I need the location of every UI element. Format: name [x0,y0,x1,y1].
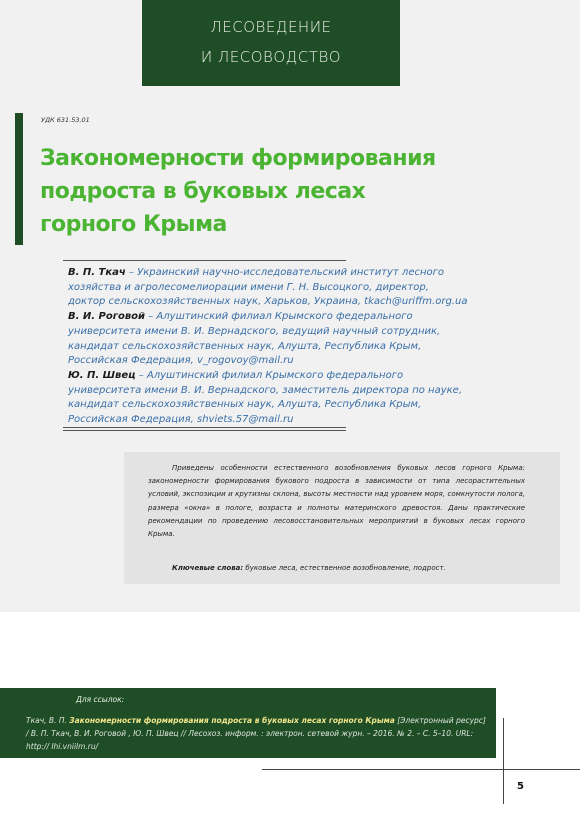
citation-suffix: [Электронный ресурс] / В. П. Ткач, В. И. Роговой , Ю. П. Швец // Лесохоз. информ. : электрон. сетевой журн. – 2016. № 2. – С. 5–10. URL: http:// lhi.vniilm.ru/ [26,716,486,751]
author-name: В. П. Ткач [68,267,126,278]
citation-title: Закономерности формирования подроста в буковых лесах горного Крыма [69,716,395,725]
citation-box [0,688,496,758]
author-entry [68,369,468,428]
page-number: 5 [517,781,524,792]
title-accent-bar [15,113,23,245]
keywords-value: буковые леса, естественное возобновление, подрост. [243,564,446,572]
abstract-text: Приведены особенности естественного возобновления буковых лесов горного Крыма: закономерности формирования букового подроста в зависимости от типа лесорастительных условий, экспозиции и крутизны склона, высоты местности над уровнем моря, сомкнутости полога, размера «окна» в пологе, возраста и полноты материнского древостоя. Даны практические рекомендации по проведению лесовосстановительных мероприятий в буковых лесах горного Крыма. [148,464,525,539]
citation-label: Для ссылок: [76,695,125,704]
authors-bottom-rule-double [63,430,346,431]
author-name: Ю. П. Швец [68,369,136,381]
citation-text [26,715,486,753]
section-header-line-2: И ЛЕСОВОДСТВО [200,48,342,66]
author-entry [68,310,468,369]
article-title-line-2: подроста в буковых лесах [40,179,366,204]
citation-prefix: Ткач, В. П. [26,716,70,725]
keywords-line [172,562,532,574]
article-title-line-3: горного Крыма [40,212,227,237]
keywords-label: Ключевые слова: [172,564,244,572]
udk-code: УДК 631.53.01 [41,116,90,124]
authors-block [68,266,468,428]
author-affiliation: – Украинский научно-исследовательский институт лесного хозяйства и агролесомелиорации имени Г. Н. Высоцкого, директор, доктор сельскохозяйственных наук, Харьков, Украина, tkach@uriffm.org.ua [68,267,468,308]
author-name: В. И. Роговой [68,311,146,323]
section-header [142,0,400,86]
author-entry [68,266,468,310]
abstract-box [124,452,560,584]
section-header-line-1: ЛЕСОВЕДЕНИЕ [210,18,332,36]
author-affiliation: – Алуштинский филиал Крымского федерального университета имени В. И. Вернадского, заместитель директора по науке, кандидат сельскохозяйственных наук, Алушта, Республика Крым, Российская Федерация, shviets.57@mail.ru [68,369,462,426]
authors-bottom-rule [63,427,346,428]
authors-top-rule [63,260,346,261]
article-title [40,142,560,241]
footer-vertical-rule [503,718,504,804]
author-affiliation: – Алуштинский филиал Крымского федерального университета имени В. И. Вернадского, ведущий научный сотрудник, кандидат сельскохозяйственных наук, Алушта, Республика Крым, Российская Федерация, v_rogovoy@mail.ru [68,311,441,367]
article-title-line-1: Закономерности формирования [40,146,436,171]
footer-horizontal-rule [262,769,580,770]
